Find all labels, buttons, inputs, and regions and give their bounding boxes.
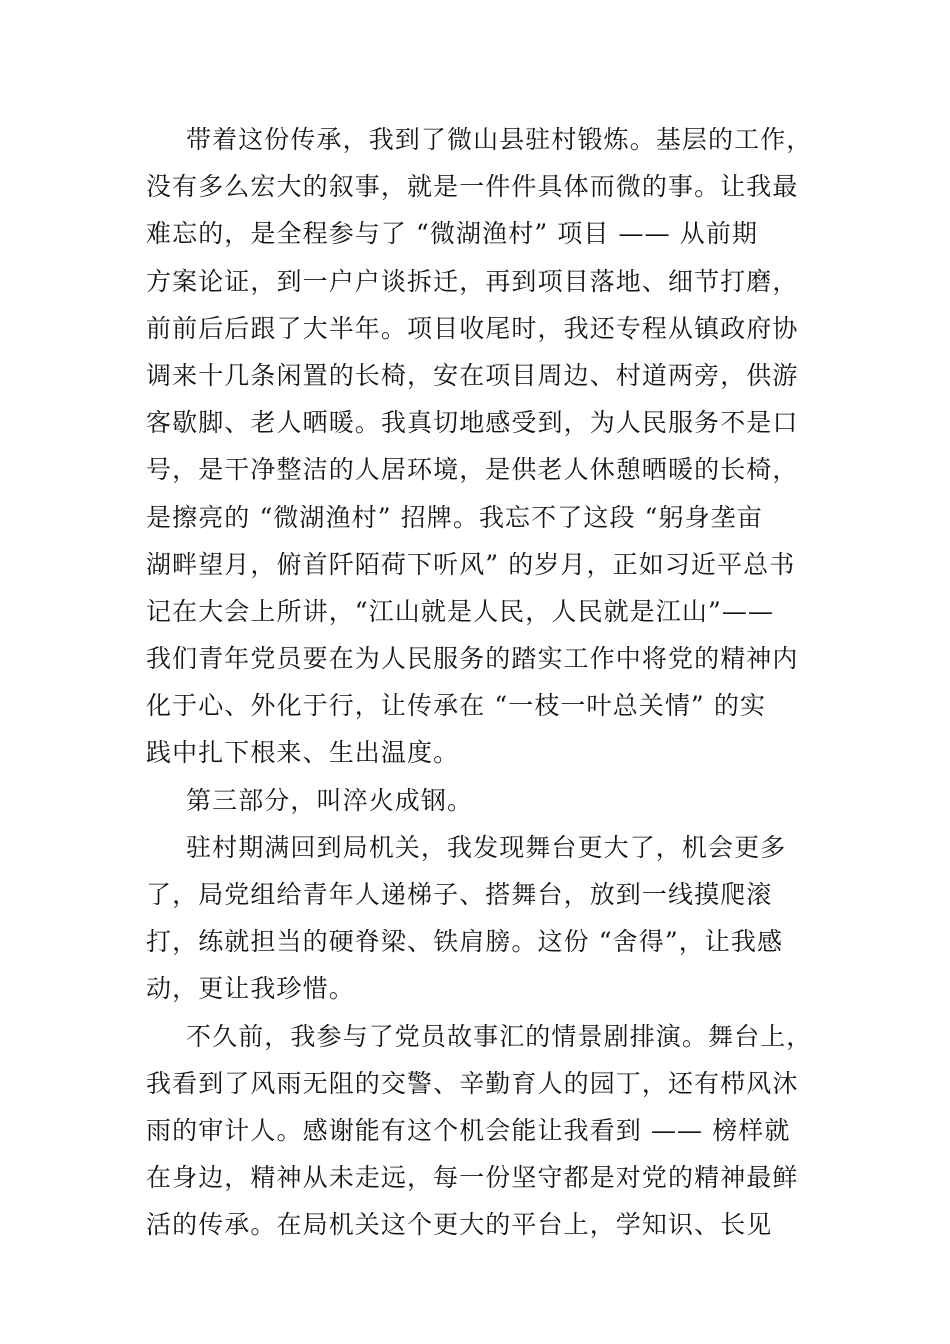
paragraph-first-line: 不久前，我参与了党员故事汇的情景剧排演。舞台上， xyxy=(186,1021,813,1051)
text-line: 我看到了风雨无阻的交警、辛勤育人的园丁，还有栉风沐 xyxy=(146,1068,799,1098)
text-line: 在身边，精神从未走远，每一份坚守都是对党的精神最鲜 xyxy=(146,1163,799,1193)
body-text xyxy=(146,116,813,1249)
text-line: 难忘的，是全程参与了 “微湖渔村” 项目 —— 从前期 xyxy=(146,219,759,249)
text-line: 我们青年党员要在为人民服务的踏实工作中将党的精神内 xyxy=(146,644,799,674)
text-line: 方案论证，到一户户谈拆迁，再到项目落地、细节打磨， xyxy=(146,266,799,296)
text-line: 前前后后跟了大半年。项目收尾时，我还专程从镇政府协 xyxy=(146,313,799,343)
paragraph-first-line: 带着这份传承，我到了微山县驻村锻炼。基层的工作， xyxy=(186,125,813,154)
text-line: 打，练就担当的硬脊梁、铁肩膀。这份 “舍得”，让我感 xyxy=(146,927,784,957)
text-line: 号，是干净整洁的人居环境，是供老人休憩晒暖的长椅， xyxy=(146,455,799,485)
text-line: 湖畔望月，俯首阡陌荷下听风” 的岁月，正如习近平总书 xyxy=(146,549,796,579)
text-line: 动，更让我珍惜。 xyxy=(146,974,355,1004)
text-line: 没有多么宏大的叙事，就是一件件具体而微的事。让我最 xyxy=(146,172,799,202)
paragraph-first-line: 第三部分，叫淬火成钢。 xyxy=(186,785,474,815)
text-line: 调来十几条闲置的长椅，安在项目周边、村道两旁，供游 xyxy=(146,360,799,390)
text-line: 雨的审计人。感谢能有这个机会能让我看到 —— 榜样就 xyxy=(146,1115,791,1145)
text-line: 客歇脚、老人晒暖。我真切地感受到，为人民服务不是口 xyxy=(146,408,799,438)
paragraph-first-line: 驻村期满回到局机关，我发现舞台更大了，机会更多 xyxy=(186,832,787,862)
text-line: 了，局党组给青年人递梯子、搭舞台，放到一线摸爬滚 xyxy=(146,880,773,909)
text-line: 活的传承。在局机关这个更大的平台上，学知识、长见 xyxy=(146,1210,773,1240)
text-line: 化于心、外化于行，让传承在 “一枝一叶总关情” 的实 xyxy=(146,691,767,721)
text-line: 践中扎下根来、生出温度。 xyxy=(146,738,460,768)
text-line: 是擦亮的 “微湖渔村” 招牌。我忘不了这段 “躬身垄亩 xyxy=(146,502,763,532)
text-line: 记在大会上所讲，“江山就是人民，人民就是江山”—— xyxy=(146,596,775,626)
